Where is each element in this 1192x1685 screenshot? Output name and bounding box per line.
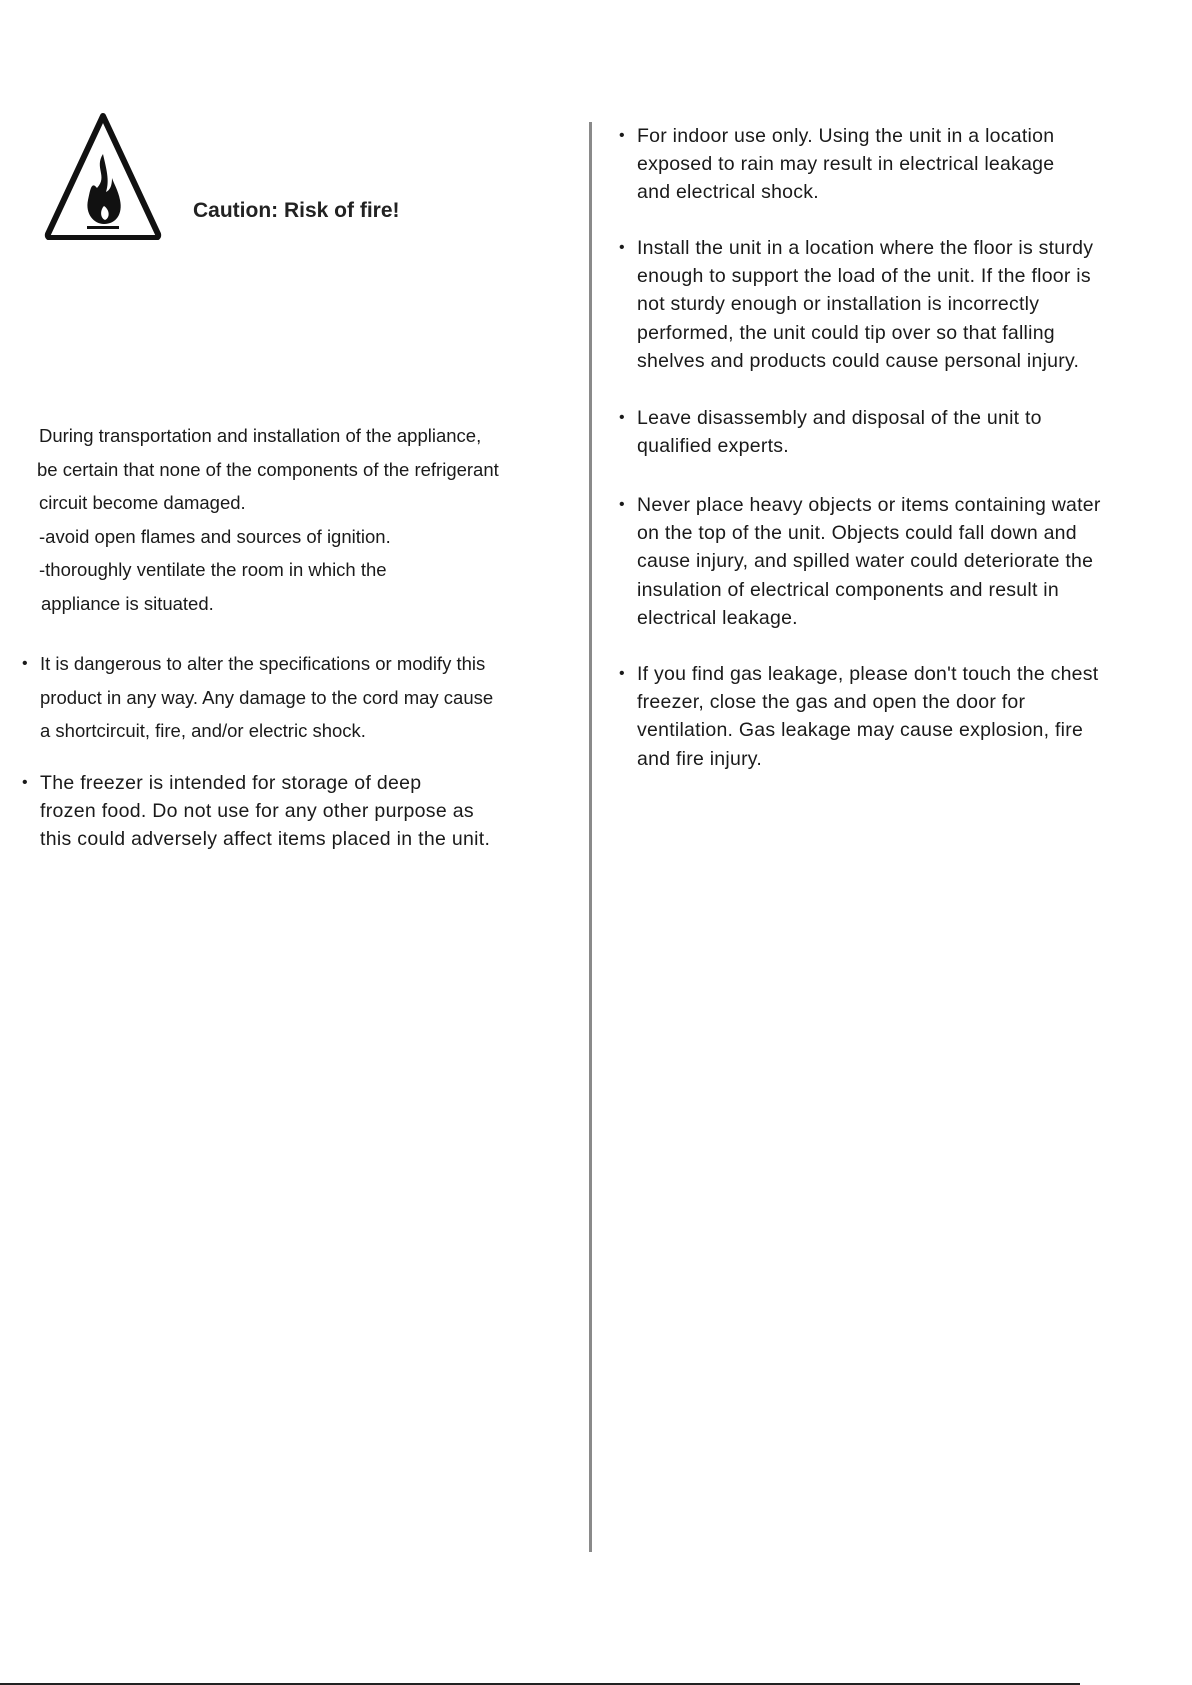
bullet-line: cause injury, and spilled water could deteriorate the [637,550,1094,573]
bullet-icon: • [619,239,625,256]
list-item [619,122,1055,207]
bullet-icon: • [22,655,28,672]
bullet-line: product in any way. Any damage to the cord may cause [40,686,494,708]
bullet-line: It is dangerous to alter the specifications or modify this [40,653,486,674]
bullet-line: and fire injury. [637,747,763,770]
bullet-line: performed, the unit could tip over so that falling [637,321,1055,344]
bullet-line: electrical leakage. [637,606,798,629]
bullet-line: qualified experts. [637,435,789,458]
intro-line: -thoroughly ventilate the room in which the [39,559,387,580]
intro-line: appliance is situated. [41,592,214,614]
bullet-line: this could adversely affect items placed in the unit. [40,828,491,850]
caution-heading: Caution: Risk of fire! [193,199,400,222]
bullet-line: enough to support the load of the unit. If the floor is [637,265,1091,288]
bullet-line: on the top of the unit. Objects could fall down and [637,522,1077,545]
bullet-line: ventilation. Gas leakage may cause explosion, fire [637,719,1084,742]
list-item [22,769,491,853]
column-divider [589,122,592,1552]
bullet-line: Install the unit in a location where the floor is sturdy [637,237,1094,259]
bullet-line: Never place heavy objects or items containing water [637,494,1101,516]
bullet-line: The freezer is intended for storage of deep [40,772,422,794]
intro-paragraph [39,419,559,620]
flammable-warning-icon [44,110,162,240]
bullet-icon: • [619,665,625,682]
bullet-icon: • [619,409,625,426]
bullet-icon: • [619,127,625,144]
bullet-line: freezer, close the gas and open the door for [637,691,1026,714]
bullet-line: For indoor use only. Using the unit in a location [637,125,1055,147]
bullet-line: If you find gas leakage, please don't touch the chest [637,663,1099,685]
bullet-icon: • [22,774,28,791]
bullet-line: insulation of electrical components and result in [637,578,1059,601]
list-item [619,660,1099,773]
list-item [619,234,1094,375]
bullet-line: frozen food. Do not use for any other purpose as [40,800,474,822]
list-item [619,404,1042,460]
bullet-line: not sturdy enough or installation is incorrectly [637,293,1040,316]
intro-line: -avoid open flames and sources of ignition. [39,525,391,547]
bullet-line: a shortcircuit, fire, and/or electric shock. [40,720,366,741]
intro-line: circuit become damaged. [39,492,246,513]
intro-line: During transportation and installation of the appliance, [39,425,482,446]
list-item [22,647,494,748]
list-item [619,491,1101,632]
bullet-icon: • [619,496,625,513]
bullet-line: exposed to rain may result in electrical leakage [637,153,1055,176]
bullet-line: Leave disassembly and disposal of the unit to [637,407,1042,429]
bullet-line: and electrical shock. [637,181,819,204]
intro-line: be certain that none of the components of the refrigerant [37,458,499,480]
bullet-line: shelves and products could cause personal injury. [637,349,1080,372]
